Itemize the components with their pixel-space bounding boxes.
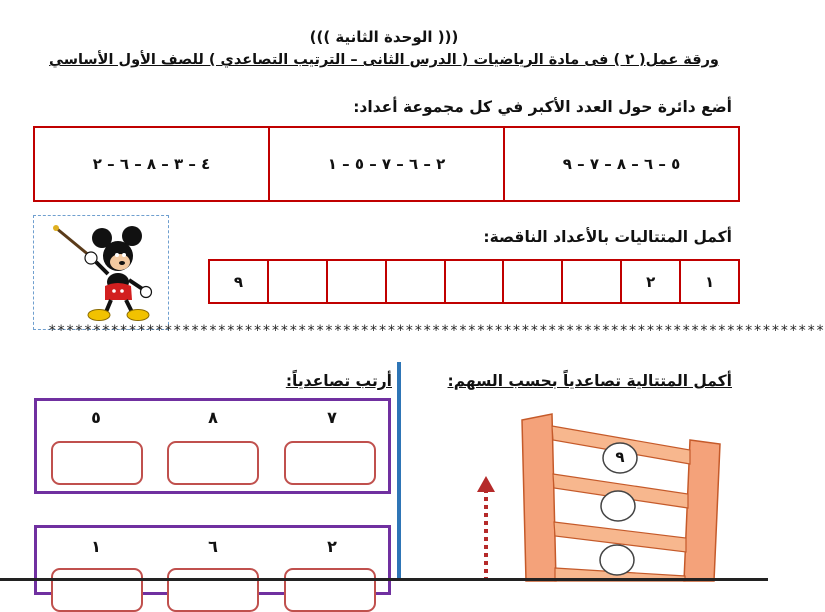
answer-slot[interactable] bbox=[167, 441, 259, 485]
q2-sequence-cells bbox=[208, 259, 740, 304]
worksheet-title: ورقة عمل( ٢ ) فى مادة الرياضيات ( الدرس الثانى – الترتيب التصاعدي ) للصف الأول الأساسي bbox=[49, 52, 719, 68]
sort-number: ٦ bbox=[208, 537, 218, 556]
sequence-cell[interactable] bbox=[269, 261, 328, 302]
mickey-picture-frame bbox=[33, 215, 169, 330]
q4-instruction: أرتب تصاعدياً: bbox=[285, 372, 392, 390]
mickey-mouse-illustration bbox=[34, 216, 167, 328]
q1-instruction: أضع دائرة حول العدد الأكبر في كل مجموعة أعداد: bbox=[353, 98, 732, 116]
number-group[interactable]: ٢ – ٦ – ٧ – ٥ – ١ bbox=[270, 128, 505, 200]
answer-slot[interactable] bbox=[51, 441, 143, 485]
sort-number: ٨ bbox=[208, 408, 218, 427]
sequence-cell[interactable]: ٢ bbox=[622, 261, 681, 302]
sort-number: ٧ bbox=[327, 408, 337, 427]
up-arrow-icon bbox=[474, 474, 498, 581]
sequence-cell[interactable]: ١ bbox=[704, 272, 715, 291]
number-group[interactable]: ٥ – ٦ – ٨ – ٧ – ٩ bbox=[562, 155, 681, 173]
sort-number: ٢ bbox=[327, 537, 337, 556]
q3-instruction: أكمل المتتالية تصاعدياً بحسب السهم: bbox=[447, 372, 732, 390]
answer-slot[interactable] bbox=[167, 568, 259, 612]
column-divider bbox=[397, 362, 401, 581]
ladder-number: ٩ bbox=[615, 448, 625, 466]
answer-slot[interactable] bbox=[284, 441, 376, 485]
answer-slot[interactable] bbox=[51, 568, 143, 612]
sequence-cell[interactable] bbox=[328, 261, 387, 302]
sort-number: ٥ bbox=[91, 408, 101, 427]
answer-slot[interactable] bbox=[284, 568, 376, 612]
q1-number-groups bbox=[33, 126, 740, 202]
ladder-illustration bbox=[518, 410, 730, 581]
q2-instruction: أكمل المتتاليات بالأعداد الناقصة: bbox=[483, 228, 732, 246]
sequence-cell[interactable] bbox=[387, 261, 446, 302]
sequence-cell[interactable] bbox=[504, 261, 563, 302]
sequence-cell[interactable] bbox=[446, 261, 505, 302]
sequence-cell[interactable]: ٩ bbox=[210, 261, 269, 302]
page-bottom-edge bbox=[0, 578, 768, 581]
unit-title: ((( الوحدة الثانية ))) bbox=[309, 28, 459, 46]
sequence-cell[interactable] bbox=[563, 261, 622, 302]
number-group[interactable]: ٤ – ٣ – ٨ – ٦ – ٢ bbox=[35, 128, 270, 200]
sort-number: ١ bbox=[91, 537, 101, 556]
star-separator: *************************************************************************************** bbox=[48, 323, 825, 339]
